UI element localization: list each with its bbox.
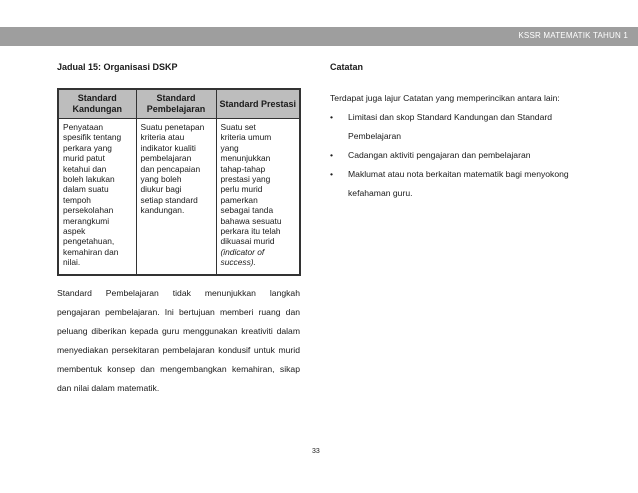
standard-prestasi-cell <box>216 119 300 276</box>
notes-intro: Terdapat juga lajur Catatan yang memperincikan antara lain: <box>330 93 560 103</box>
paragraph-line: peluang diberikan kepada guru menggunakan kreativiti dalam <box>57 326 300 336</box>
cell-line: tahap-tahap <box>220 163 266 174</box>
cell-line: prestasi yang <box>220 174 271 185</box>
cell-line: bahawa sesuatu <box>220 215 282 226</box>
cell-line: kandungan. <box>140 205 185 216</box>
cell-line: perkara yang <box>63 142 112 153</box>
table-header-cell <box>216 89 300 119</box>
bullet-icon: • <box>330 169 334 179</box>
cell-line: dikuasai murid <box>220 236 275 247</box>
header-bar <box>0 27 638 46</box>
cell-line: kriteria atau <box>140 132 185 143</box>
table-row <box>58 119 300 276</box>
cell-line-italic: (indicator of <box>220 246 265 257</box>
cell-line: yang boleh <box>140 174 182 185</box>
cell-line: pengetahuan, <box>63 236 115 247</box>
bullet-icon: • <box>330 150 334 160</box>
bullet-icon: • <box>330 112 334 122</box>
cell-line: persekolahan <box>63 205 114 216</box>
bullet-line: Maklumat atau nota berkaitan matematik bagi menyokong <box>348 169 569 179</box>
header-line: Standard <box>156 93 196 103</box>
cell-line: dalam suatu <box>63 184 109 195</box>
paragraph-line: membentuk konsep dan mengembangkan kemahiran, sikap <box>57 364 300 374</box>
cell-line: boleh lakukan <box>63 174 115 185</box>
cell-line: kriteria umum <box>220 132 272 143</box>
notes-heading: Catatan <box>330 62 364 72</box>
cell-line: pamerkan <box>220 194 258 205</box>
document-title: KSSR MATEMATIK TAHUN 1 <box>518 31 628 40</box>
dskp-organisation-table <box>57 88 301 276</box>
standard-pembelajaran-cell <box>136 119 216 276</box>
cell-line: pembelajaran <box>140 153 192 164</box>
cell-line-italic: success). <box>220 257 256 268</box>
bullet-line: Pembelajaran <box>348 131 402 141</box>
notes-section <box>330 89 610 203</box>
paragraph-line: pengajaran pembelajaran. Ini bertujuan memberi ruang dan <box>57 307 300 317</box>
cell-line: aspek <box>63 226 86 237</box>
cell-line: setiap standard <box>140 194 198 205</box>
paragraph-line: Standard Pembelajaran tidak menunjukkan langkah <box>57 288 300 298</box>
cell-line: perlu murid <box>220 184 263 195</box>
cell-line: sebagai tanda <box>220 205 274 216</box>
cell-line: tempoh <box>63 194 91 205</box>
cell-line: kemahiran dan <box>63 246 119 257</box>
paragraph-line: menyediakan persekitaran pembelajaran kondusif untuk murid <box>57 345 300 355</box>
table-header-row <box>58 89 300 119</box>
header-line: Kandungan <box>72 104 122 114</box>
cell-line: Penyataan <box>63 122 104 132</box>
header-line: Standard Prestasi <box>219 98 297 109</box>
table-header-cell <box>58 89 136 119</box>
header-line: Pembelajaran <box>146 104 206 114</box>
bullet-line: Limitasi dan skop Standard Kandungan dan Standard <box>348 112 553 122</box>
cell-line: dan pencapaian <box>140 163 201 174</box>
list-item <box>330 108 610 146</box>
cell-line: yang <box>220 142 239 153</box>
cell-line: spesifik tentang <box>63 132 122 143</box>
header-line: Standard <box>77 93 117 103</box>
cell-line: ketahui dan <box>63 163 107 174</box>
cell-line: merangkumi <box>63 215 110 226</box>
page-number: 33 <box>312 448 320 455</box>
paragraph-line: dan nilai dalam matematik. <box>57 383 160 393</box>
cell-line: menunjukkan <box>220 153 271 164</box>
cell-line: Suatu penetapan <box>140 122 205 132</box>
cell-line: indikator kualiti <box>140 142 196 153</box>
bullet-line: Cadangan aktiviti pengajaran dan pembelajaran <box>348 150 531 160</box>
bullet-line: kefahaman guru. <box>348 188 413 198</box>
table-header-cell <box>136 89 216 119</box>
standard-kandungan-cell <box>58 119 136 276</box>
cell-line: diukur bagi <box>140 184 182 195</box>
cell-line: murid patut <box>63 153 105 164</box>
notes-bullet-list <box>330 108 610 203</box>
cell-line: nilai. <box>63 257 81 268</box>
cell-line: perkara itu telah <box>220 226 281 237</box>
table-caption: Jadual 15: Organisasi DSKP <box>57 62 178 72</box>
cell-line: Suatu set <box>220 122 256 132</box>
list-item <box>330 146 610 165</box>
list-item <box>330 165 610 203</box>
body-paragraph <box>57 284 300 398</box>
